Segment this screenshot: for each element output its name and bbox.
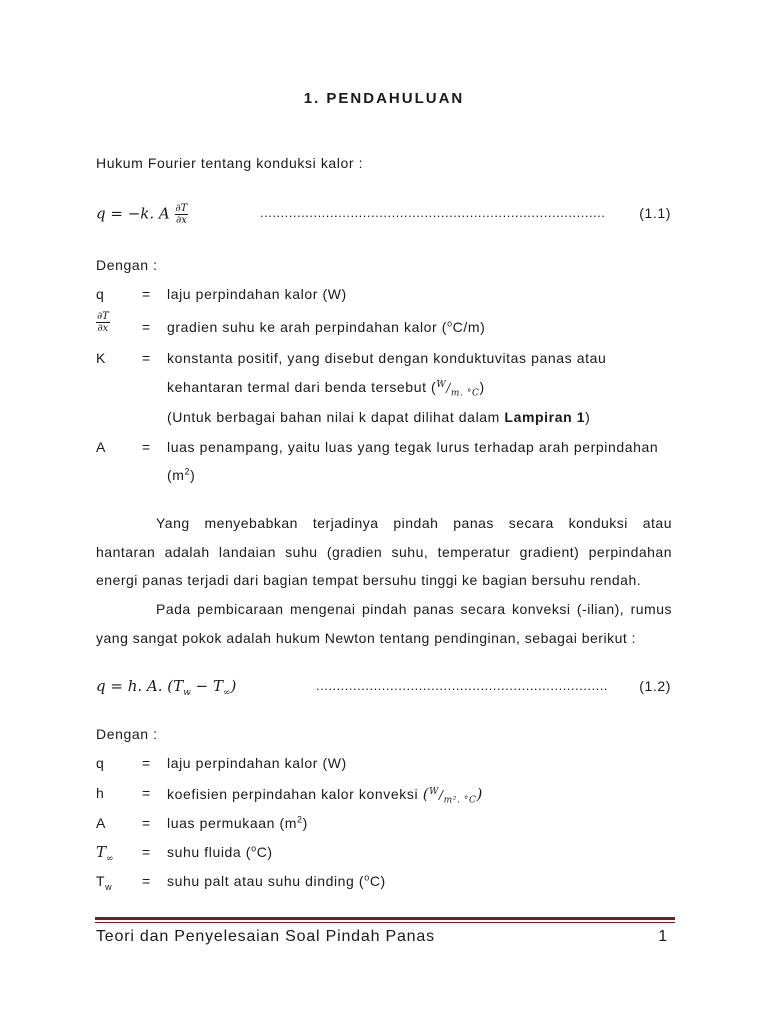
paragraph-1-line-2: hantaran adalah landaian suhu (gradien suhu, temperatur gradient) perpindahan bbox=[96, 544, 672, 560]
def1-k-symbol: K bbox=[96, 350, 106, 366]
def1-gradient-equals: = bbox=[142, 319, 151, 335]
def2-h-description: koefisien perpindahan kalor konveksi $(^W/_{m^2. ^\circ C})$ bbox=[167, 785, 483, 806]
equation-1-1-dots: .................................................................................... bbox=[260, 205, 606, 220]
def2-tw-symbol: $T_w$ bbox=[96, 873, 113, 892]
def1-k-note: (Untuk berbagai bahan nilai k dapat dilihat dalam Lampiran 1) bbox=[167, 409, 591, 425]
equation-1-1 bbox=[96, 203, 188, 226]
paragraph-2-line-1: Pada pembicaraan mengenai pindah panas secara konveksi (-ilian), rumus bbox=[156, 601, 672, 617]
equation-1-1-lhs: q = −k. A bbox=[96, 204, 170, 223]
def2-h-symbol: h bbox=[96, 785, 105, 801]
equation-1-1-fraction bbox=[175, 203, 189, 226]
definitions-1-heading: Dengan : bbox=[96, 257, 158, 273]
lampiran-reference: Lampiran 1 bbox=[504, 409, 586, 425]
def2-h-equals: = bbox=[142, 785, 151, 801]
definitions-2-heading: Dengan : bbox=[96, 726, 158, 742]
footer-rule-thick bbox=[95, 917, 675, 920]
def1-gradient-symbol bbox=[96, 311, 110, 334]
paragraph-1-line-3: energi panas terjadi dari bagian tempat bersuhu tinggi ke bagian bersuhu rendah. bbox=[96, 572, 642, 588]
def2-q-symbol: q bbox=[96, 755, 105, 771]
def1-k-unit: $^W/_{m. ^\circ C}$ bbox=[436, 380, 480, 399]
def1-gradient-description: gradien suhu ke arah perpindahan kalor ($^o$C/m) bbox=[167, 318, 486, 335]
equation-1-2-dots: ....................................................................... bbox=[316, 678, 608, 693]
equation-1-1-numerator: ∂T bbox=[175, 203, 188, 214]
footer-rule-thin bbox=[95, 922, 675, 923]
def1-a-symbol: A bbox=[96, 439, 106, 455]
footer-title: Teori dan Penyelesaian Soal Pindah Panas bbox=[96, 928, 435, 945]
def1-gradient-numerator: ∂T bbox=[97, 311, 109, 322]
equation-1-1-number: (1.1) bbox=[639, 205, 671, 221]
def1-q-equals: = bbox=[142, 286, 151, 302]
equation-1-2-number: (1.2) bbox=[639, 678, 671, 694]
page-number: 1 bbox=[658, 928, 668, 945]
intro-text: Hukum Fourier tentang konduksi kalor : bbox=[96, 155, 364, 171]
paragraph-1-line-1: Yang menyebabkan terjadinya pindah panas secara konduksi atau bbox=[156, 515, 672, 531]
def2-tinf-equals: = bbox=[142, 844, 151, 860]
def1-a-description-line1: luas penampang, yaitu luas yang tegak lurus terhadap arah perpindahan bbox=[167, 439, 659, 455]
def2-tw-equals: = bbox=[142, 873, 151, 889]
equation-1-2: q = h. A. $(T_w - T_\infty)$ bbox=[96, 677, 237, 698]
def2-a-symbol: A bbox=[96, 815, 106, 831]
def2-tinf-description: suhu fluida ($^o$C) bbox=[167, 843, 273, 860]
def2-h-unit: $^W/_{m^2. ^\circ C}$ bbox=[429, 787, 477, 806]
def2-a-equals: = bbox=[142, 815, 151, 831]
def1-k-equals: = bbox=[142, 350, 151, 366]
def2-a-description: luas permukaan $(m^2)$ bbox=[167, 814, 308, 831]
def2-q-description: laju perpindahan kalor (W) bbox=[167, 755, 347, 771]
paragraph-2-line-2: yang sangat pokok adalah hukum Newton tentang pendinginan, sebagai berikut : bbox=[96, 630, 637, 646]
def1-k-description-line2: kehantaran termal dari benda tersebut $(^W/_{m. ^\circ C})$ bbox=[167, 379, 485, 399]
equation-1-1-denominator: ∂x bbox=[176, 215, 187, 226]
def2-q-equals: = bbox=[142, 755, 151, 771]
page-title: 1. PENDAHULUAN bbox=[303, 90, 465, 107]
def2-tinf-symbol: $T_\infty$ bbox=[96, 843, 114, 864]
def1-a-description-line2: $(m^2)$ bbox=[167, 466, 196, 483]
def1-gradient-denominator: ∂x bbox=[97, 323, 109, 334]
def1-a-equals: = bbox=[142, 439, 151, 455]
def1-k-description-line1: konstanta positif, yang disebut dengan konduktuvitas panas atau bbox=[167, 350, 607, 366]
def1-q-symbol: q bbox=[96, 286, 105, 302]
def2-tw-description: suhu palt atau suhu dinding ($^o$C) bbox=[167, 872, 386, 889]
def1-q-description: laju perpindahan kalor (W) bbox=[167, 286, 347, 302]
